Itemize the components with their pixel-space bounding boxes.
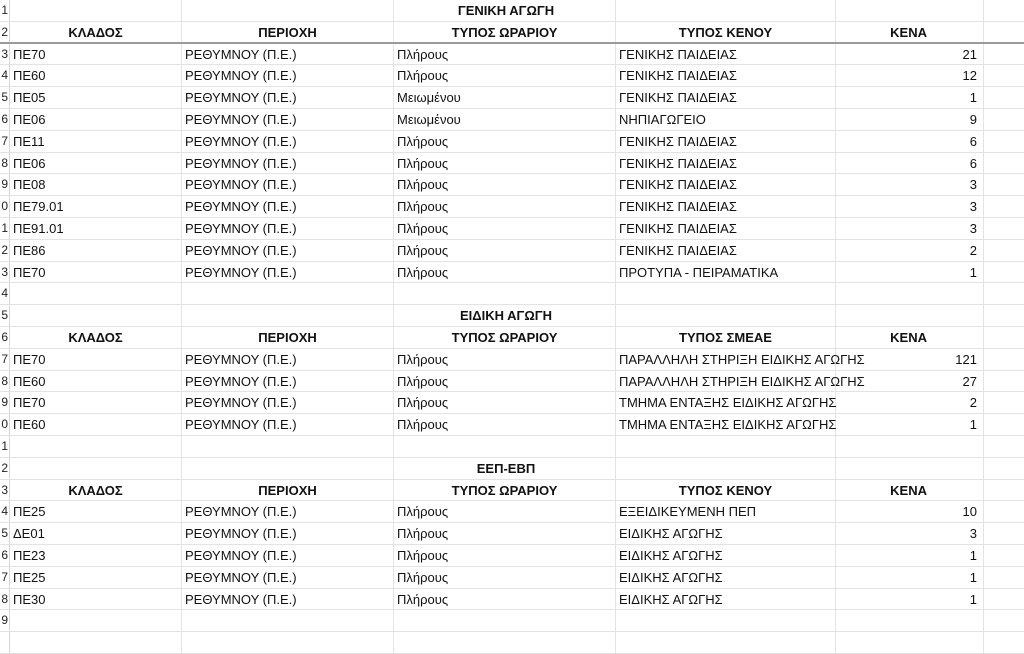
table-cell[interactable]: 121: [836, 349, 984, 370]
table-cell[interactable]: ΓΕΝΙΚΗΣ ΠΑΙΔΕΙΑΣ: [616, 240, 836, 261]
row-number[interactable]: 1: [0, 0, 10, 21]
section-title: ΓΕΝΙΚΗ ΑΓΩΓΗ: [457, 3, 555, 18]
empty-cell[interactable]: [984, 458, 1024, 479]
table-cell[interactable]: ΝΗΠΙΑΓΩΓΕΙΟ: [616, 109, 836, 130]
table-row: [0, 501, 1024, 523]
table-cell[interactable]: Πλήρους: [394, 589, 616, 610]
sheet-row: [0, 283, 1024, 305]
row-number[interactable]: 2: [0, 240, 10, 261]
empty-cell[interactable]: [616, 632, 836, 653]
empty-cell[interactable]: [616, 458, 836, 479]
column-header[interactable]: ΚΛΑΔΟΣ: [10, 327, 182, 348]
empty-cell[interactable]: [836, 436, 984, 457]
row-number[interactable]: 3: [0, 262, 10, 283]
sheet-row: [0, 458, 1024, 480]
table-cell[interactable]: 27: [836, 371, 984, 392]
header-row: [0, 480, 1024, 502]
table-cell[interactable]: Πλήρους: [394, 349, 616, 370]
empty-cell[interactable]: [984, 240, 1024, 261]
table-row: [0, 44, 1024, 66]
empty-cell[interactable]: [10, 632, 182, 653]
empty-cell[interactable]: [984, 589, 1024, 610]
table-cell[interactable]: 1: [836, 567, 984, 588]
table-cell[interactable]: Πλήρους: [394, 371, 616, 392]
empty-cell[interactable]: [984, 65, 1024, 86]
table-cell[interactable]: ΡΕΘΥΜΝΟΥ (Π.Ε.): [182, 174, 394, 195]
empty-cell[interactable]: [616, 0, 836, 21]
table-cell[interactable]: ΡΕΘΥΜΝΟΥ (Π.Ε.): [182, 567, 394, 588]
row-number[interactable]: 3: [0, 44, 10, 65]
table-row: [0, 196, 1024, 218]
table-cell[interactable]: ΤΜΗΜΑ ΕΝΤΑΞΗΣ ΕΙΔΙΚΗΣ ΑΓΩΓΗΣ: [616, 414, 836, 435]
table-row: [0, 545, 1024, 567]
empty-cell[interactable]: [984, 414, 1024, 435]
row-number[interactable]: 0: [0, 414, 10, 435]
table-cell[interactable]: 1: [836, 545, 984, 566]
table-cell[interactable]: ΓΕΝΙΚΗΣ ΠΑΙΔΕΙΑΣ: [616, 131, 836, 152]
table-cell[interactable]: Πλήρους: [394, 174, 616, 195]
table-row: [0, 262, 1024, 284]
table-row: [0, 392, 1024, 414]
table-cell[interactable]: 1: [836, 87, 984, 108]
column-header[interactable]: ΠΕΡΙΟΧΗ: [182, 22, 394, 42]
table-cell[interactable]: Πλήρους: [394, 567, 616, 588]
empty-cell[interactable]: [182, 283, 394, 304]
empty-cell[interactable]: [616, 436, 836, 457]
empty-cell[interactable]: [10, 283, 182, 304]
table-row: [0, 87, 1024, 109]
empty-cell[interactable]: [836, 632, 984, 653]
table-cell[interactable]: Πλήρους: [394, 131, 616, 152]
table-cell[interactable]: ΠΕ23: [10, 545, 182, 566]
table-cell[interactable]: ΡΕΘΥΜΝΟΥ (Π.Ε.): [182, 589, 394, 610]
sheet-row: [0, 436, 1024, 458]
empty-cell[interactable]: [984, 44, 1024, 65]
row-number[interactable]: 9: [0, 610, 10, 631]
section-title: ΕΕΠ-ΕΒΠ: [476, 460, 536, 476]
table-cell[interactable]: ΡΕΘΥΜΝΟΥ (Π.Ε.): [182, 523, 394, 544]
row-number[interactable]: 5: [0, 87, 10, 108]
table-row: [0, 414, 1024, 436]
column-header[interactable]: ΤΥΠΟΣ ΩΡΑΡΙΟΥ: [394, 480, 616, 501]
empty-cell[interactable]: [394, 436, 616, 457]
empty-cell[interactable]: [984, 109, 1024, 130]
table-cell[interactable]: ΓΕΝΙΚΗΣ ΠΑΙΔΕΙΑΣ: [616, 87, 836, 108]
table-cell[interactable]: ΠΕ60: [10, 65, 182, 86]
table-row: [0, 567, 1024, 589]
table-cell[interactable]: Πλήρους: [394, 392, 616, 413]
table-cell[interactable]: 3: [836, 174, 984, 195]
empty-cell[interactable]: [984, 174, 1024, 195]
table-cell[interactable]: ΓΕΝΙΚΗΣ ΠΑΙΔΕΙΑΣ: [616, 153, 836, 174]
table-cell[interactable]: Πλήρους: [394, 218, 616, 239]
row-number[interactable]: 8: [0, 371, 10, 392]
table-cell[interactable]: ΠΕ25: [10, 567, 182, 588]
table-cell[interactable]: 2: [836, 392, 984, 413]
section-title: ΕΙΔΙΚΗ ΑΓΩΓΗ: [460, 308, 552, 324]
table-cell[interactable]: 10: [836, 501, 984, 522]
table-cell[interactable]: ΡΕΘΥΜΝΟΥ (Π.Ε.): [182, 109, 394, 130]
table-cell[interactable]: ΔΕ01: [10, 523, 182, 544]
row-number[interactable]: 1: [0, 218, 10, 239]
empty-cell[interactable]: [984, 436, 1024, 457]
row-number[interactable]: 4: [0, 501, 10, 522]
table-cell[interactable]: ΠΕ86: [10, 240, 182, 261]
table-cell[interactable]: ΓΕΝΙΚΗΣ ΠΑΙΔΕΙΑΣ: [616, 218, 836, 239]
row-number[interactable]: 1: [0, 436, 10, 457]
table-cell[interactable]: ΓΕΝΙΚΗΣ ΠΑΙΔΕΙΑΣ: [616, 196, 836, 217]
empty-cell[interactable]: [984, 523, 1024, 544]
row-number[interactable]: 6: [0, 545, 10, 566]
table-cell[interactable]: ΡΕΘΥΜΝΟΥ (Π.Ε.): [182, 392, 394, 413]
empty-cell[interactable]: [182, 610, 394, 631]
empty-cell[interactable]: [984, 610, 1024, 631]
table-cell[interactable]: ΓΕΝΙΚΗΣ ΠΑΙΔΕΙΑΣ: [616, 65, 836, 86]
sheet-row: [0, 305, 1024, 327]
table-cell[interactable]: ΓΕΝΙΚΗΣ ΠΑΙΔΕΙΑΣ: [616, 44, 836, 65]
table-cell[interactable]: ΤΜΗΜΑ ΕΝΤΑΞΗΣ ΕΙΔΙΚΗΣ ΑΓΩΓΗΣ: [616, 392, 836, 413]
column-header[interactable]: ΚΛΑΔΟΣ: [10, 22, 182, 42]
empty-cell[interactable]: [984, 305, 1024, 326]
empty-cell[interactable]: [836, 458, 984, 479]
table-row: [0, 589, 1024, 611]
empty-cell[interactable]: [984, 567, 1024, 588]
table-row: [0, 109, 1024, 131]
table-cell[interactable]: ΠΕ70: [10, 392, 182, 413]
column-header[interactable]: ΤΥΠΟΣ ΣΜΕΑΕ: [616, 327, 836, 348]
table-cell[interactable]: 6: [836, 131, 984, 152]
table-cell[interactable]: ΕΙΔΙΚΗΣ ΑΓΩΓΗΣ: [616, 567, 836, 588]
empty-cell[interactable]: [182, 0, 394, 21]
column-header[interactable]: ΚΕΝΑ: [836, 327, 984, 348]
table-row: [0, 371, 1024, 393]
table-row: [0, 240, 1024, 262]
sheet-row: [0, 610, 1024, 632]
column-header[interactable]: ΠΕΡΙΟΧΗ: [182, 327, 394, 348]
table-cell[interactable]: ΠΕ91.01: [10, 218, 182, 239]
table-cell[interactable]: ΡΕΘΥΜΝΟΥ (Π.Ε.): [182, 262, 394, 283]
row-number[interactable]: 5: [0, 523, 10, 544]
table-cell[interactable]: 12: [836, 65, 984, 86]
empty-cell[interactable]: [984, 545, 1024, 566]
table-cell[interactable]: Πλήρους: [394, 414, 616, 435]
table-cell[interactable]: 3: [836, 523, 984, 544]
empty-cell[interactable]: [10, 436, 182, 457]
header-row: [0, 22, 1024, 44]
table-cell[interactable]: ΠΕ05: [10, 87, 182, 108]
empty-cell[interactable]: [394, 283, 616, 304]
empty-cell[interactable]: [616, 610, 836, 631]
table-cell[interactable]: 1: [836, 414, 984, 435]
table-cell[interactable]: Πλήρους: [394, 153, 616, 174]
empty-cell[interactable]: [984, 349, 1024, 370]
row-number[interactable]: 4: [0, 283, 10, 304]
table-cell[interactable]: Πλήρους: [394, 44, 616, 65]
empty-cell[interactable]: [984, 218, 1024, 239]
table-cell[interactable]: Πλήρους: [394, 501, 616, 522]
table-cell[interactable]: 1: [836, 262, 984, 283]
column-header[interactable]: ΤΥΠΟΣ ΩΡΑΡΙΟΥ: [394, 22, 616, 42]
empty-cell[interactable]: [984, 632, 1024, 653]
table-cell[interactable]: ΠΑΡΑΛΛΗΛΗ ΣΤΗΡΙΞΗ ΕΙΔΙΚΗΣ ΑΓΩΓΗΣ: [616, 371, 836, 392]
table-cell[interactable]: 1: [836, 589, 984, 610]
table-cell[interactable]: ΠΡΟΤΥΠΑ - ΠΕΙΡΑΜΑΤΙΚΑ: [616, 262, 836, 283]
table-cell[interactable]: ΕΙΔΙΚΗΣ ΑΓΩΓΗΣ: [616, 589, 836, 610]
table-cell[interactable]: 9: [836, 109, 984, 130]
empty-cell[interactable]: [984, 196, 1024, 217]
row-number[interactable]: 0: [0, 196, 10, 217]
column-header[interactable]: ΤΥΠΟΣ ΚΕΝΟΥ: [616, 480, 836, 501]
row-number[interactable]: 2: [0, 458, 10, 479]
table-cell[interactable]: ΡΕΘΥΜΝΟΥ (Π.Ε.): [182, 131, 394, 152]
row-number[interactable]: 7: [0, 349, 10, 370]
empty-cell[interactable]: [10, 458, 182, 479]
table-cell[interactable]: ΠΕ60: [10, 371, 182, 392]
table-row: [0, 174, 1024, 196]
table-cell[interactable]: ΡΕΘΥΜΝΟΥ (Π.Ε.): [182, 414, 394, 435]
empty-cell[interactable]: [984, 327, 1024, 348]
empty-cell[interactable]: [984, 131, 1024, 152]
table-cell[interactable]: Πλήρους: [394, 240, 616, 261]
table-cell[interactable]: 2: [836, 240, 984, 261]
row-number[interactable]: 3: [0, 480, 10, 501]
row-number[interactable]: 6: [0, 109, 10, 130]
empty-cell[interactable]: [836, 305, 984, 326]
table-cell[interactable]: ΕΙΔΙΚΗΣ ΑΓΩΓΗΣ: [616, 523, 836, 544]
row-number[interactable]: 8: [0, 153, 10, 174]
table-cell[interactable]: ΠΑΡΑΛΛΗΛΗ ΣΤΗΡΙΞΗ ΕΙΔΙΚΗΣ ΑΓΩΓΗΣ: [616, 349, 836, 370]
table-row: [0, 523, 1024, 545]
empty-cell[interactable]: [182, 458, 394, 479]
column-header[interactable]: ΤΥΠΟΣ ΚΕΝΟΥ: [616, 22, 836, 42]
table-cell[interactable]: ΠΕ60: [10, 414, 182, 435]
empty-cell[interactable]: [984, 371, 1024, 392]
sheet-row: [0, 0, 1024, 22]
table-cell[interactable]: ΠΕ08: [10, 174, 182, 195]
empty-cell[interactable]: [984, 480, 1024, 501]
empty-cell[interactable]: [182, 436, 394, 457]
table-cell[interactable]: ΠΕ79.01: [10, 196, 182, 217]
column-header[interactable]: ΤΥΠΟΣ ΩΡΑΡΙΟΥ: [394, 327, 616, 348]
table-cell[interactable]: ΠΕ70: [10, 44, 182, 65]
row-number[interactable]: 2: [0, 22, 10, 42]
table-cell[interactable]: ΡΕΘΥΜΝΟΥ (Π.Ε.): [182, 65, 394, 86]
table-row: [0, 65, 1024, 87]
header-row: [0, 327, 1024, 349]
row-number[interactable]: 6: [0, 327, 10, 348]
empty-cell[interactable]: [10, 0, 182, 21]
table-cell[interactable]: ΠΕ11: [10, 131, 182, 152]
column-header[interactable]: ΚΕΝΑ: [836, 480, 984, 501]
table-row: [0, 349, 1024, 371]
table-cell[interactable]: ΡΕΘΥΜΝΟΥ (Π.Ε.): [182, 44, 394, 65]
empty-cell[interactable]: [182, 305, 394, 326]
empty-cell[interactable]: [984, 283, 1024, 304]
table-cell[interactable]: Πλήρους: [394, 262, 616, 283]
table-cell[interactable]: Μειωμένου: [394, 87, 616, 108]
table-cell[interactable]: ΕΙΔΙΚΗΣ ΑΓΩΓΗΣ: [616, 545, 836, 566]
empty-cell[interactable]: [984, 22, 1024, 42]
table-row: [0, 153, 1024, 175]
row-number[interactable]: 9: [0, 174, 10, 195]
table-cell[interactable]: ΡΕΘΥΜΝΟΥ (Π.Ε.): [182, 371, 394, 392]
row-number[interactable]: 8: [0, 589, 10, 610]
empty-cell[interactable]: [984, 501, 1024, 522]
empty-cell[interactable]: [984, 87, 1024, 108]
row-number[interactable]: 4: [0, 65, 10, 86]
table-row: [0, 131, 1024, 153]
row-number[interactable]: 9: [0, 392, 10, 413]
table-cell[interactable]: ΡΕΘΥΜΝΟΥ (Π.Ε.): [182, 87, 394, 108]
empty-cell[interactable]: [10, 305, 182, 326]
column-header[interactable]: ΚΛΑΔΟΣ: [10, 480, 182, 501]
empty-cell[interactable]: [984, 262, 1024, 283]
table-cell[interactable]: ΓΕΝΙΚΗΣ ΠΑΙΔΕΙΑΣ: [616, 174, 836, 195]
column-header[interactable]: ΠΕΡΙΟΧΗ: [182, 480, 394, 501]
row-number[interactable]: 7: [0, 567, 10, 588]
table-cell[interactable]: ΠΕ30: [10, 589, 182, 610]
table-cell[interactable]: Μειωμένου: [394, 109, 616, 130]
table-cell[interactable]: ΡΕΘΥΜΝΟΥ (Π.Ε.): [182, 153, 394, 174]
empty-cell[interactable]: [616, 305, 836, 326]
table-cell[interactable]: 21: [836, 44, 984, 65]
table-cell[interactable]: ΠΕ70: [10, 262, 182, 283]
empty-cell[interactable]: [10, 610, 182, 631]
row-number[interactable]: [0, 632, 10, 653]
table-cell[interactable]: ΡΕΘΥΜΝΟΥ (Π.Ε.): [182, 349, 394, 370]
column-header[interactable]: ΚΕΝΑ: [836, 22, 984, 42]
table-cell[interactable]: Πλήρους: [394, 523, 616, 544]
empty-cell[interactable]: [984, 153, 1024, 174]
empty-cell[interactable]: [984, 0, 1024, 21]
row-number[interactable]: 7: [0, 131, 10, 152]
table-cell[interactable]: ΕΞΕΙΔΙΚΕΥΜΕΝΗ ΠΕΠ: [616, 501, 836, 522]
empty-cell[interactable]: [836, 0, 984, 21]
table-cell[interactable]: 3: [836, 196, 984, 217]
table-cell[interactable]: ΡΕΘΥΜΝΟΥ (Π.Ε.): [182, 545, 394, 566]
table-cell[interactable]: ΠΕ06: [10, 109, 182, 130]
table-row: [0, 218, 1024, 240]
empty-cell[interactable]: [182, 632, 394, 653]
row-number[interactable]: 5: [0, 305, 10, 326]
table-cell[interactable]: ΠΕ70: [10, 349, 182, 370]
empty-cell[interactable]: [616, 283, 836, 304]
empty-cell[interactable]: [394, 632, 616, 653]
table-cell[interactable]: ΡΕΘΥΜΝΟΥ (Π.Ε.): [182, 240, 394, 261]
table-cell[interactable]: 6: [836, 153, 984, 174]
table-cell[interactable]: Πλήρους: [394, 196, 616, 217]
table-cell[interactable]: ΠΕ25: [10, 501, 182, 522]
empty-cell[interactable]: [836, 610, 984, 631]
table-cell[interactable]: ΡΕΘΥΜΝΟΥ (Π.Ε.): [182, 196, 394, 217]
table-cell[interactable]: Πλήρους: [394, 545, 616, 566]
table-cell[interactable]: ΡΕΘΥΜΝΟΥ (Π.Ε.): [182, 501, 394, 522]
sheet-row: [0, 632, 1024, 654]
table-cell[interactable]: ΠΕ06: [10, 153, 182, 174]
empty-cell[interactable]: [984, 392, 1024, 413]
empty-cell[interactable]: [836, 283, 984, 304]
table-cell[interactable]: 3: [836, 218, 984, 239]
table-cell[interactable]: ΡΕΘΥΜΝΟΥ (Π.Ε.): [182, 218, 394, 239]
empty-cell[interactable]: [394, 610, 616, 631]
table-cell[interactable]: Πλήρους: [394, 65, 616, 86]
